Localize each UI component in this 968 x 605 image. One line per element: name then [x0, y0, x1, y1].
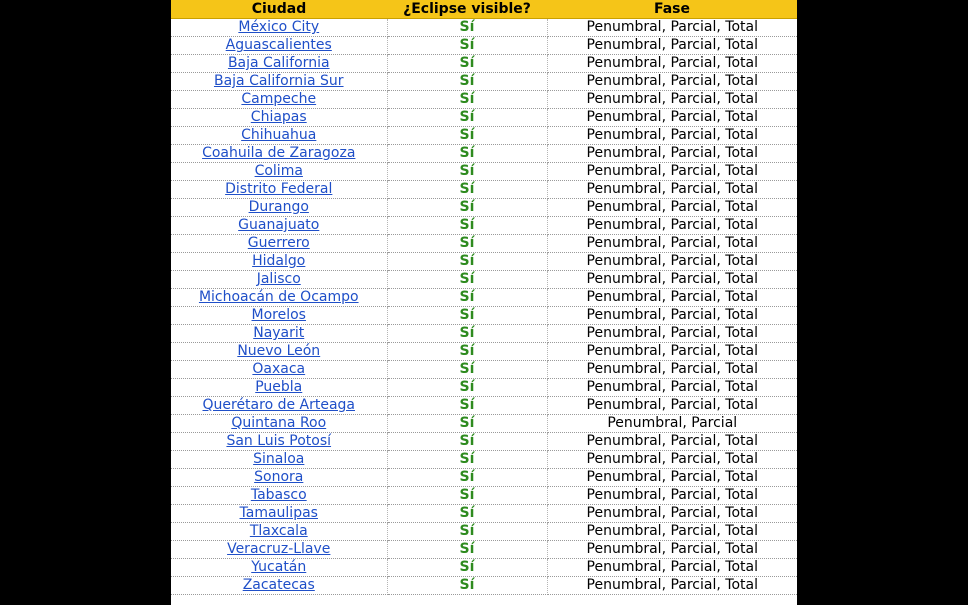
table-row [171, 325, 797, 343]
phase-cell: Penumbral, Parcial, Total [547, 343, 797, 361]
eclipse-visible-cell: Sí [387, 451, 547, 469]
table-row [171, 55, 797, 73]
city-link[interactable]: Baja California Sur [213, 73, 344, 89]
table-row [171, 343, 797, 361]
eclipse-visible-cell: Sí [387, 199, 547, 217]
phase-cell: Penumbral, Parcial, Total [547, 505, 797, 523]
table-row [171, 91, 797, 109]
table-row [171, 289, 797, 307]
city-link[interactable]: Tabasco [250, 487, 307, 503]
phase-cell: Penumbral, Parcial, Total [547, 397, 797, 415]
city-cell [171, 217, 387, 235]
city-link[interactable]: Tamaulipas [239, 505, 318, 521]
eclipse-visible-cell: Sí [387, 145, 547, 163]
city-cell [171, 451, 387, 469]
city-cell [171, 91, 387, 109]
city-cell [171, 577, 387, 595]
table-row [171, 37, 797, 55]
city-link[interactable]: Jalisco [256, 271, 301, 287]
phase-cell: Penumbral, Parcial, Total [547, 73, 797, 91]
table-row [171, 541, 797, 559]
phase-cell: Penumbral, Parcial, Total [547, 577, 797, 595]
city-cell [171, 523, 387, 541]
phase-cell: Penumbral, Parcial, Total [547, 91, 797, 109]
city-cell [171, 487, 387, 505]
table-row [171, 307, 797, 325]
table-row [171, 73, 797, 91]
city-link[interactable]: Aguascalientes [225, 37, 332, 53]
eclipse-visible-cell: Sí [387, 253, 547, 271]
phase-cell: Penumbral, Parcial, Total [547, 55, 797, 73]
phase-cell: Penumbral, Parcial, Total [547, 253, 797, 271]
city-link[interactable]: Nayarit [253, 325, 305, 341]
table-row [171, 127, 797, 145]
table-row [171, 433, 797, 451]
city-cell [171, 505, 387, 523]
phase-cell: Penumbral, Parcial, Total [547, 37, 797, 55]
city-cell [171, 235, 387, 253]
city-cell [171, 379, 387, 397]
city-cell [171, 559, 387, 577]
city-cell [171, 469, 387, 487]
city-cell [171, 271, 387, 289]
table-row [171, 181, 797, 199]
eclipse-visible-cell: Sí [387, 433, 547, 451]
phase-cell: Penumbral, Parcial, Total [547, 559, 797, 577]
city-cell [171, 541, 387, 559]
eclipse-visible-cell: Sí [387, 91, 547, 109]
city-link[interactable]: San Luis Potosí [226, 433, 332, 449]
city-link[interactable]: Sonora [254, 469, 304, 485]
table-row [171, 19, 797, 37]
city-cell [171, 37, 387, 55]
city-link[interactable]: Guerrero [247, 235, 310, 251]
table-row [171, 559, 797, 577]
city-cell [171, 181, 387, 199]
city-cell [171, 307, 387, 325]
city-cell [171, 325, 387, 343]
phase-cell: Penumbral, Parcial, Total [547, 163, 797, 181]
table-row [171, 271, 797, 289]
table-row [171, 523, 797, 541]
city-cell [171, 397, 387, 415]
table-row [171, 469, 797, 487]
eclipse-visible-cell: Sí [387, 469, 547, 487]
eclipse-visibility-sheet [171, 0, 797, 605]
table-body [171, 19, 797, 595]
phase-cell: Penumbral, Parcial, Total [547, 235, 797, 253]
table-row [171, 415, 797, 433]
eclipse-visible-cell: Sí [387, 37, 547, 55]
city-link[interactable]: Guanajuato [238, 217, 320, 233]
eclipse-visible-cell: Sí [387, 307, 547, 325]
header-city: Ciudad [171, 0, 387, 19]
header-row [171, 0, 797, 19]
city-link[interactable]: Chihuahua [241, 127, 317, 143]
city-link[interactable]: Hidalgo [252, 253, 306, 269]
phase-cell: Penumbral, Parcial, Total [547, 217, 797, 235]
eclipse-visible-cell: Sí [387, 487, 547, 505]
city-cell [171, 127, 387, 145]
city-link[interactable]: Sinaloa [253, 451, 305, 467]
eclipse-visible-cell: Sí [387, 577, 547, 595]
city-cell [171, 433, 387, 451]
phase-cell: Penumbral, Parcial, Total [547, 199, 797, 217]
city-cell [171, 415, 387, 433]
city-link[interactable]: Chiapas [250, 109, 307, 125]
table-header [171, 0, 797, 19]
phase-cell: Penumbral, Parcial, Total [547, 325, 797, 343]
eclipse-visible-cell: Sí [387, 73, 547, 91]
phase-cell: Penumbral, Parcial, Total [547, 379, 797, 397]
city-link[interactable]: México City [238, 19, 320, 35]
city-link[interactable]: Quintana Roo [231, 415, 327, 431]
city-cell [171, 361, 387, 379]
city-link[interactable]: Distrito Federal [225, 181, 333, 197]
phase-cell: Penumbral, Parcial, Total [547, 451, 797, 469]
eclipse-visible-cell: Sí [387, 379, 547, 397]
city-link[interactable]: Michoacán de Ocampo [198, 289, 359, 305]
table-row [171, 199, 797, 217]
city-link[interactable]: Colima [254, 163, 303, 179]
city-link[interactable]: Morelos [251, 307, 306, 323]
table-row [171, 109, 797, 127]
eclipse-visible-cell: Sí [387, 397, 547, 415]
city-link[interactable]: Puebla [255, 379, 303, 395]
city-cell [171, 163, 387, 181]
city-link[interactable]: Tlaxcala [249, 523, 308, 539]
phase-cell: Penumbral, Parcial, Total [547, 541, 797, 559]
phase-cell: Penumbral, Parcial, Total [547, 487, 797, 505]
city-link[interactable]: Veracruz-Llave [227, 541, 331, 557]
table-row [171, 253, 797, 271]
city-cell [171, 343, 387, 361]
phase-cell: Penumbral, Parcial, Total [547, 127, 797, 145]
table-row [171, 163, 797, 181]
city-cell [171, 145, 387, 163]
eclipse-visible-cell: Sí [387, 415, 547, 433]
phase-cell: Penumbral, Parcial [547, 415, 797, 433]
eclipse-visible-cell: Sí [387, 181, 547, 199]
header-phase: Fase [547, 0, 797, 19]
city-cell [171, 109, 387, 127]
city-link[interactable]: Querétaro de Arteaga [202, 397, 356, 413]
city-link[interactable]: Yucatán [251, 559, 307, 575]
eclipse-visible-cell: Sí [387, 217, 547, 235]
table-row [171, 217, 797, 235]
phase-cell: Penumbral, Parcial, Total [547, 109, 797, 127]
city-cell [171, 289, 387, 307]
city-cell [171, 253, 387, 271]
phase-cell: Penumbral, Parcial, Total [547, 433, 797, 451]
city-link[interactable]: Coahuila de Zaragoza [202, 145, 356, 161]
table-row [171, 361, 797, 379]
phase-cell: Penumbral, Parcial, Total [547, 307, 797, 325]
phase-cell: Penumbral, Parcial, Total [547, 19, 797, 37]
eclipse-visible-cell: Sí [387, 127, 547, 145]
table-row [171, 577, 797, 595]
eclipse-visible-cell: Sí [387, 325, 547, 343]
eclipse-visible-cell: Sí [387, 343, 547, 361]
eclipse-visible-cell: Sí [387, 271, 547, 289]
city-cell [171, 19, 387, 37]
table-row [171, 487, 797, 505]
eclipse-visible-cell: Sí [387, 163, 547, 181]
phase-cell: Penumbral, Parcial, Total [547, 271, 797, 289]
city-link[interactable]: Zacatecas [242, 577, 315, 593]
phase-cell: Penumbral, Parcial, Total [547, 289, 797, 307]
eclipse-visible-cell: Sí [387, 361, 547, 379]
eclipse-visible-cell: Sí [387, 109, 547, 127]
eclipse-visible-cell: Sí [387, 541, 547, 559]
city-cell [171, 73, 387, 91]
header-eclipse-visible: ¿Eclipse visible? [387, 0, 547, 19]
eclipse-visible-cell: Sí [387, 289, 547, 307]
phase-cell: Penumbral, Parcial, Total [547, 361, 797, 379]
city-link[interactable]: Durango [248, 199, 309, 215]
city-cell [171, 199, 387, 217]
city-link[interactable]: Oaxaca [252, 361, 306, 377]
city-link[interactable]: Nuevo León [237, 343, 321, 359]
eclipse-visible-cell: Sí [387, 505, 547, 523]
table-row [171, 451, 797, 469]
eclipse-visible-cell: Sí [387, 55, 547, 73]
phase-cell: Penumbral, Parcial, Total [547, 523, 797, 541]
table-row [171, 379, 797, 397]
phase-cell: Penumbral, Parcial, Total [547, 145, 797, 163]
city-link[interactable]: Baja California [227, 55, 330, 71]
eclipse-visible-cell: Sí [387, 559, 547, 577]
city-link[interactable]: Campeche [241, 91, 317, 107]
phase-cell: Penumbral, Parcial, Total [547, 181, 797, 199]
eclipse-visible-cell: Sí [387, 235, 547, 253]
table-row [171, 505, 797, 523]
city-cell [171, 55, 387, 73]
eclipse-visible-cell: Sí [387, 523, 547, 541]
eclipse-visibility-table [171, 0, 797, 595]
eclipse-visible-cell: Sí [387, 19, 547, 37]
table-row [171, 397, 797, 415]
table-row [171, 235, 797, 253]
table-row [171, 145, 797, 163]
phase-cell: Penumbral, Parcial, Total [547, 469, 797, 487]
